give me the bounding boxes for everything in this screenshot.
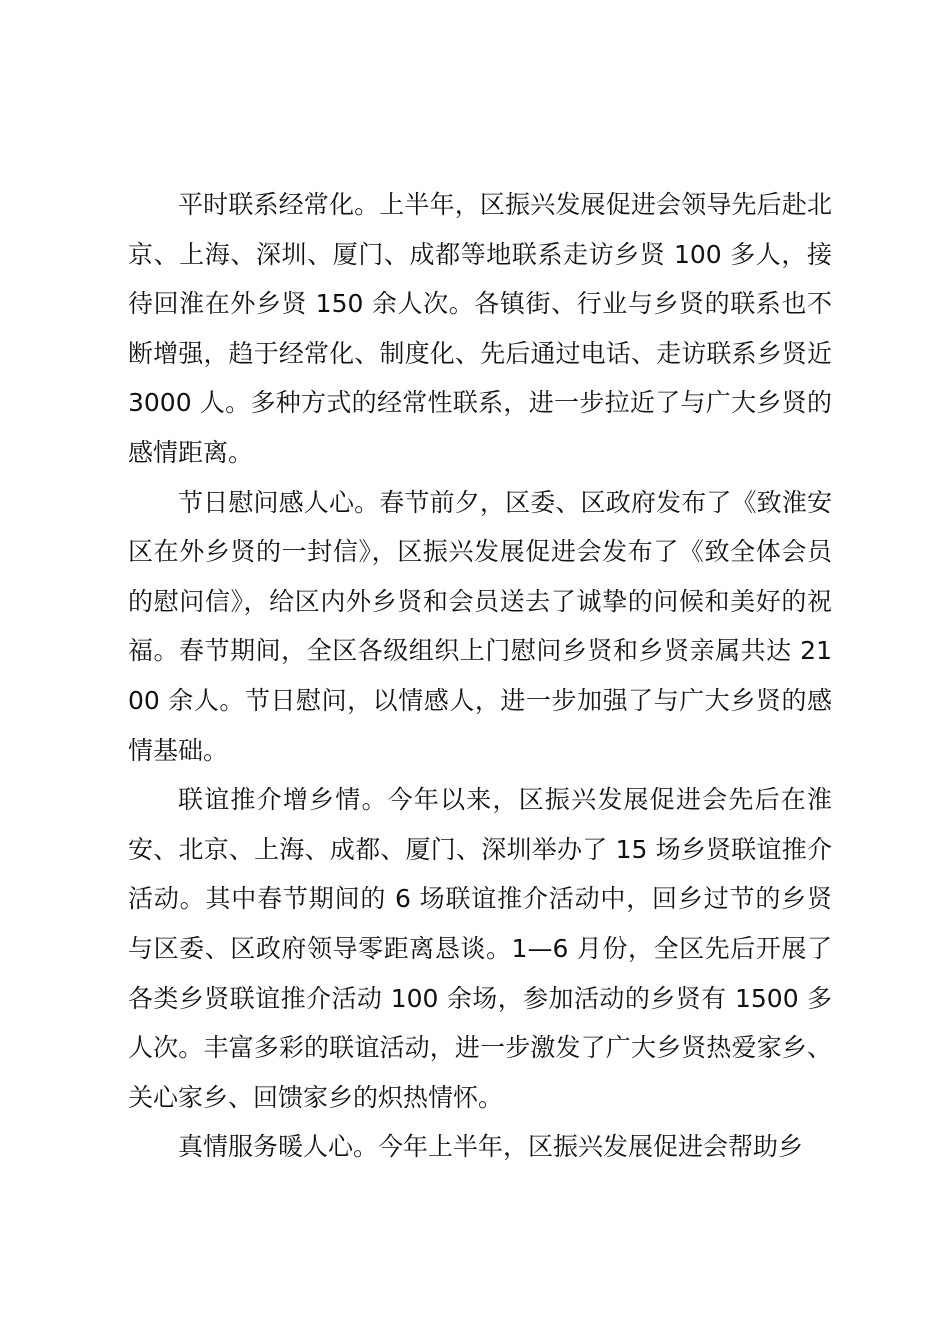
- paragraph-holiday-greetings: 节日慰问感人心。春节前夕，区委、区政府发布了《致淮安区在外乡贤的一封信》，区振兴发展促进会发布了《致全体会员的慰问信》，给区内外乡贤和会员送去了诚挚的问候和美好的祝福。春节期间，全区各级组织上门慰问乡贤和乡贤亲属共达 2100 余人。节日慰问，以情感人，进一步加强了与广大乡贤的感情基础。: [128, 487, 832, 765]
- paragraph-networking-events: 联谊推介增乡情。今年以来，区振兴发展促进会先后在淮安、北京、上海、成都、厦门、深圳举办了 15 场乡贤联谊推介活动。其中春节期间的 6 场联谊推介活动中，回乡过节的乡贤与区委、区政府领导零距离恳谈。1—6 月份，全区先后开展了各类乡贤联谊推介活动 100 余场，参加活动的乡贤有 1500 多人次。丰富多彩的联谊活动，进一步激发了广大乡贤热爱家乡、关心家乡、回馈家乡的炽热情怀。: [128, 785, 832, 1112]
- paragraph-services: 真情服务暖人心。今年上半年，区振兴发展促进会帮助乡: [178, 1132, 804, 1162]
- document-page: [128, 180, 832, 1172]
- paragraph-contact: 平时联系经常化。上半年，区振兴发展促进会领导先后赴北京、上海、深圳、厦门、成都等地联系走访乡贤 100 多人，接待回淮在外乡贤 150 余人次。各镇街、行业与乡贤的联系也不断增强，趋于经常化、制度化、先后通过电话、走访联系乡贤近 3000 人。多种方式的经常性联系，进一步拉近了与广大乡贤的感情距离。: [128, 190, 832, 467]
